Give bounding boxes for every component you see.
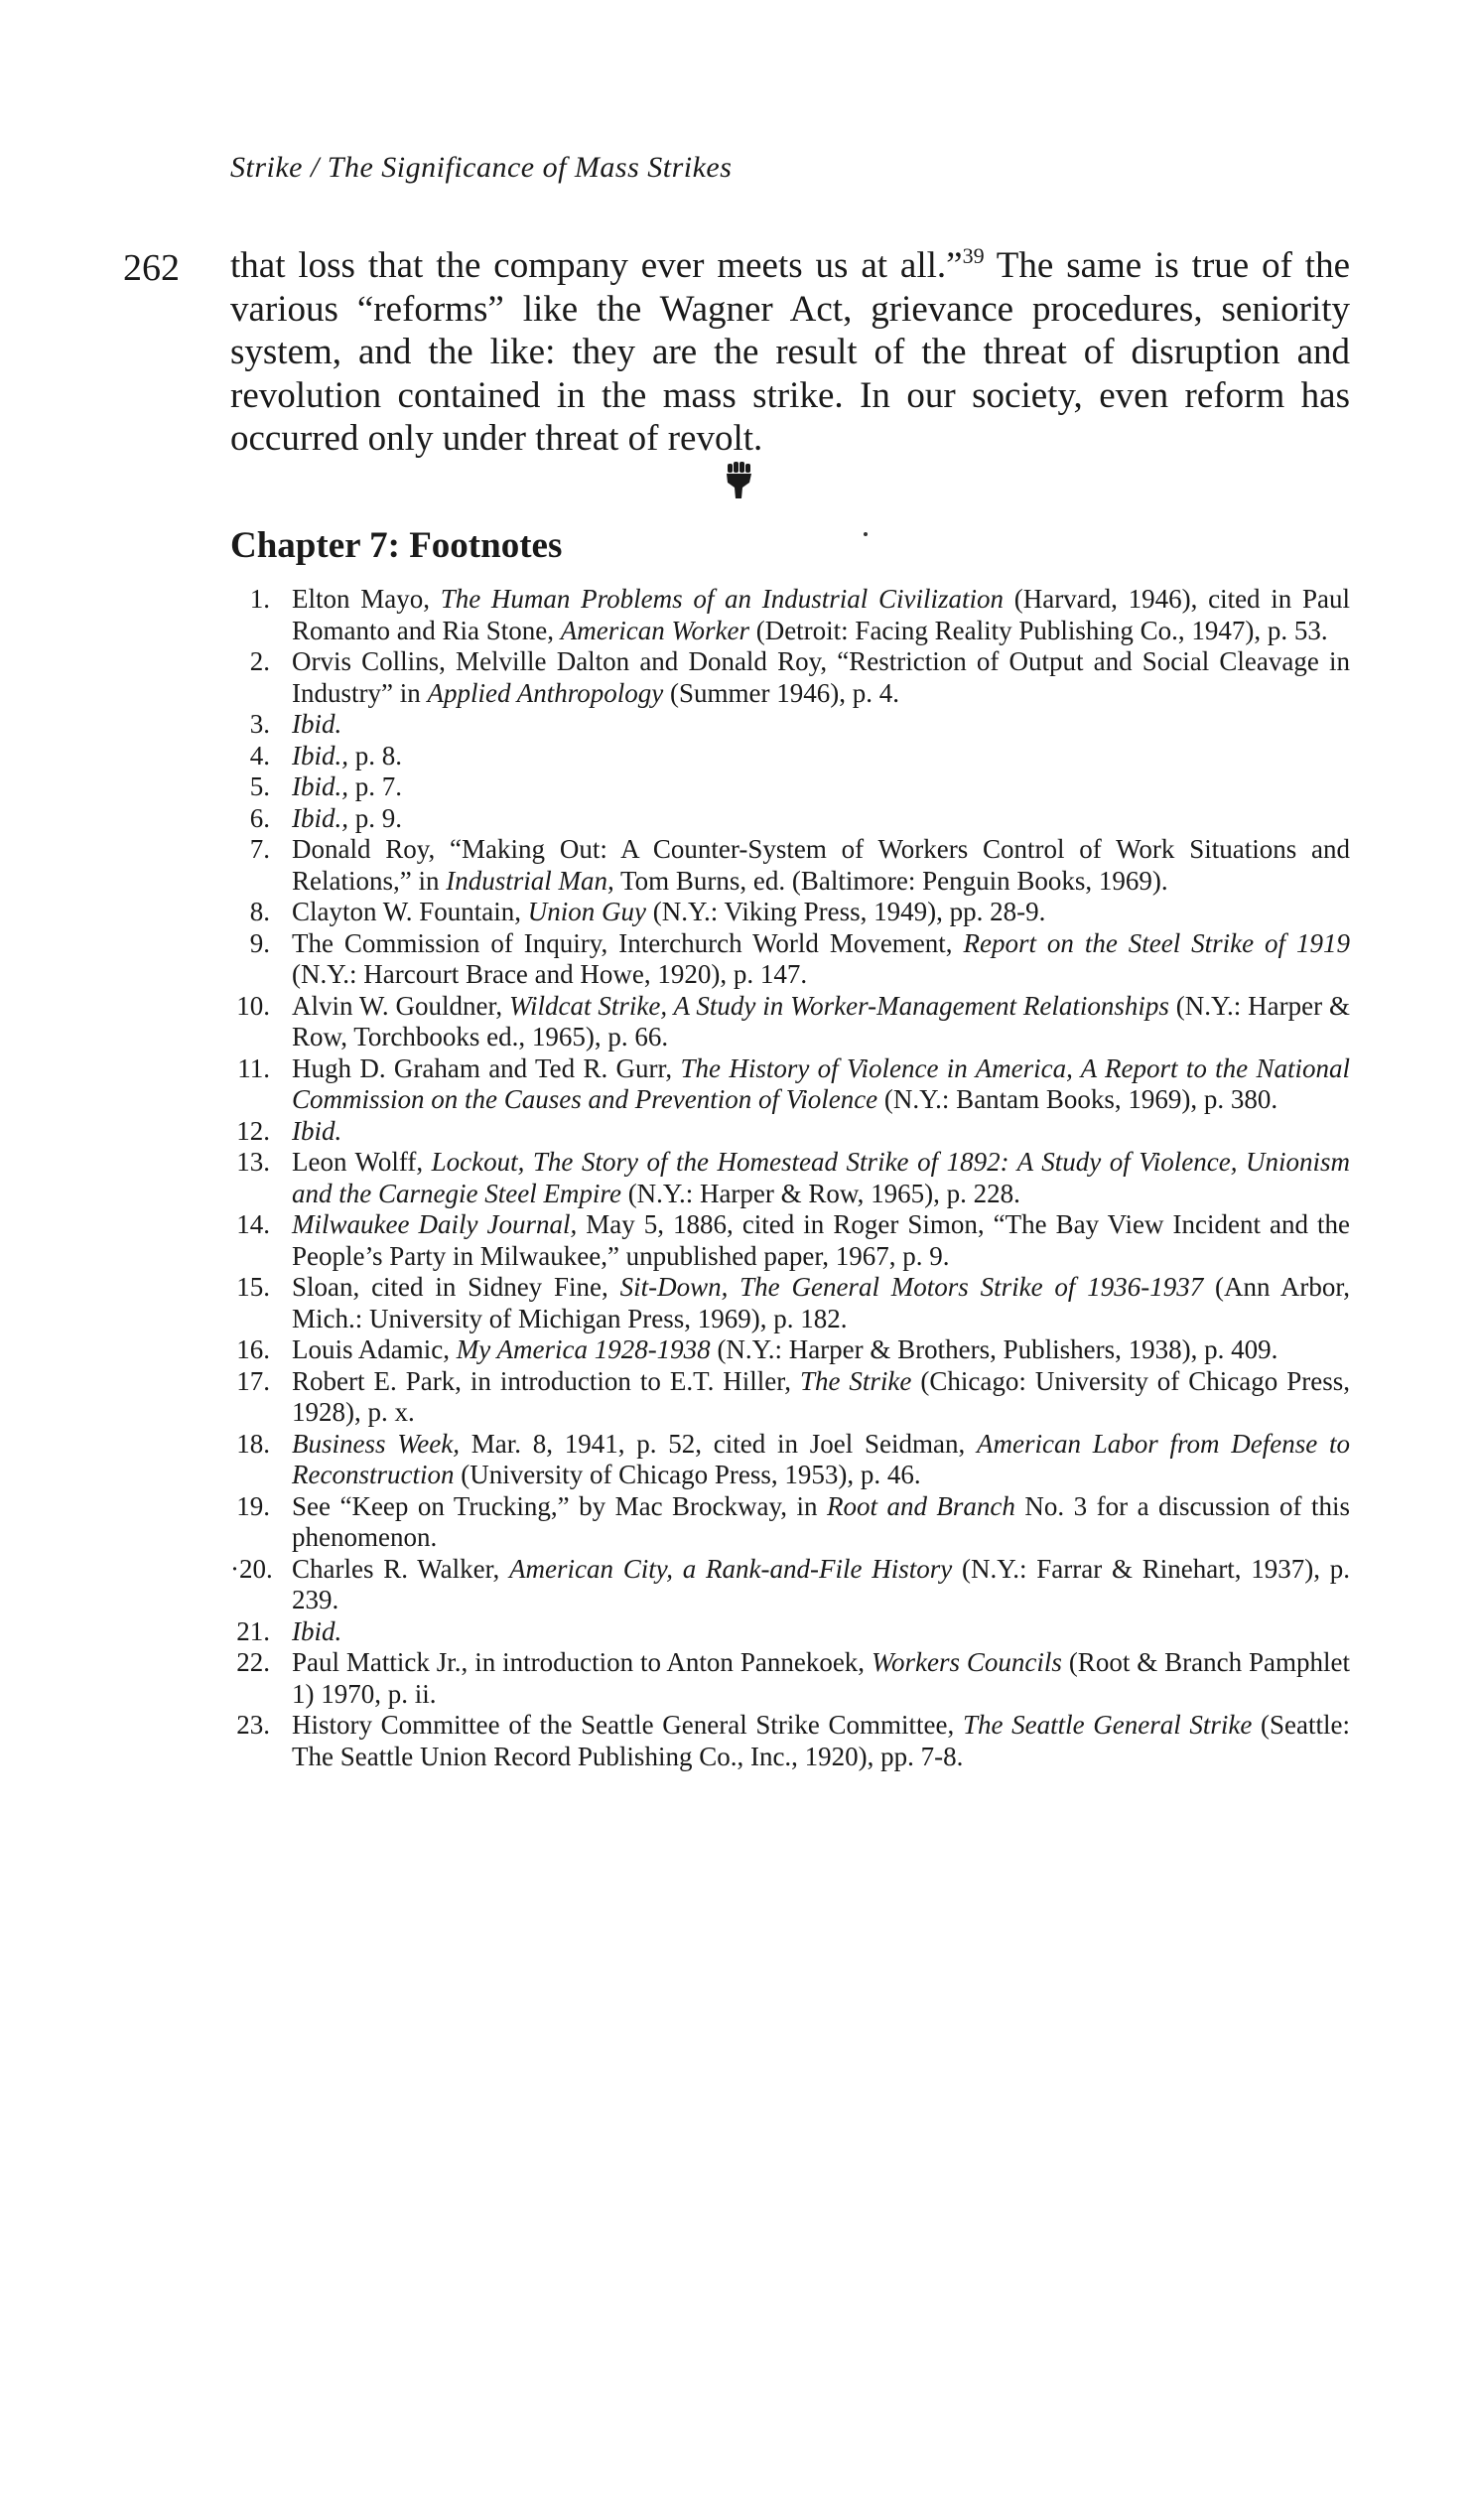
- footnote-segment: Sloan, cited in Sidney Fine,: [292, 1272, 620, 1302]
- footnote-number: 11.: [237, 1052, 270, 1083]
- footnote-number: 7.: [249, 834, 270, 864]
- footnote-item: [230, 1334, 1350, 1366]
- footnote-item: [230, 1491, 1350, 1554]
- footnote-segment: (N.Y.: Harper & Row, 1965), p. 228.: [620, 1178, 1020, 1208]
- footnote-text: [292, 771, 402, 801]
- footnote-segment: (N.Y.: Viking Press, 1949), pp. 28-9.: [646, 897, 1046, 926]
- footnote-text: [292, 1710, 1350, 1771]
- footnote-number: 17.: [236, 1365, 270, 1396]
- footnote-segment: (Detroit: Facing Reality Publishing Co., 1947), p. 53.: [748, 615, 1328, 645]
- footnote-text: [292, 897, 1045, 926]
- page-number: 262: [123, 247, 180, 289]
- footnote-title: The Seattle General Strike: [962, 1710, 1253, 1740]
- footnote-number: 21.: [236, 1615, 270, 1646]
- footnote-item: [230, 1616, 1350, 1648]
- footnote-item: [230, 991, 1350, 1053]
- footnote-title: Root and Branch: [826, 1490, 1015, 1521]
- footnote-text: [292, 646, 1350, 708]
- footnote-number: 19.: [236, 1490, 270, 1521]
- footnote-title: My America 1928-1938: [456, 1334, 711, 1364]
- footnote-title: Ibid.,: [292, 771, 348, 801]
- footnote-title: Ibid.: [292, 1615, 342, 1646]
- footnote-number: 14.: [236, 1209, 270, 1239]
- footnote-title: American Worker: [560, 615, 749, 645]
- footnote-segment: (Harvard, 1946), cited in Paul Romanto and Ria Stone,: [292, 584, 1350, 645]
- footnote-item: [230, 1554, 1350, 1616]
- footnote-title: Union Guy: [527, 897, 647, 926]
- footnote-segment: (N.Y.: Harper & Row, Torchbooks ed., 1965), p. 66.: [292, 990, 1351, 1051]
- footnote-item: [230, 646, 1350, 709]
- footnote-item: [230, 584, 1350, 646]
- footnote-segment: Orvis Collins, Melville Dalton and Donald Roy, “Restriction of Output and Social Cleavage in Industry” in: [292, 646, 1350, 708]
- footnote-title: Report on the Steel Strike of 1919: [963, 927, 1350, 958]
- footnote-item: [230, 771, 1350, 803]
- footnote-text: [292, 1554, 1350, 1615]
- footnote-text: [292, 1053, 1350, 1115]
- footnote-segment: Donald Roy, “Making Out: A Counter-System of Workers Control of Work Situations and Relations,” in: [292, 834, 1350, 896]
- footnote-title: Wildcat Strike, A Study in Worker-Management Relationships: [509, 990, 1169, 1021]
- footnote-segment: No. 3 for a discussion of this phenomenon.: [292, 1490, 1350, 1552]
- footnote-segment: Hugh D. Graham and Ted R. Gurr,: [292, 1052, 681, 1083]
- footnote-title: The Strike: [799, 1365, 912, 1396]
- footnote-item: [230, 1053, 1350, 1116]
- footnote-segment: Elton Mayo,: [292, 584, 441, 614]
- footnote-number: 12.: [236, 1115, 270, 1146]
- body-text-start: that loss that the company ever meets us at all.”: [230, 245, 963, 286]
- footnote-number: 2.: [249, 646, 270, 676]
- footnote-title: Lockout, The Story of the Homestead Strike of 1892: A Study of Violence, Unionism and the Carnegie Steel Empire: [292, 1147, 1350, 1208]
- footnote-segment: (Ann Arbor, Mich.: University of Michigan Press, 1969), p. 182.: [292, 1272, 1350, 1333]
- footnote-title: Sit-Down, The General Motors Strike of 1936-1937: [619, 1272, 1204, 1302]
- footnote-title: The Human Problems of an Industrial Civilization: [440, 584, 1004, 614]
- footnote-segment: Alvin W. Gouldner,: [292, 990, 510, 1021]
- footnote-segment: The Commission of Inquiry, Interchurch World Movement,: [292, 927, 964, 958]
- footnote-title: American City, a Rank-and-File History: [509, 1553, 953, 1584]
- footnote-segment: See “Keep on Trucking,” by Mac Brockway, in: [292, 1490, 827, 1521]
- footnote-segment: (University of Chicago Press, 1953), p. 46.: [454, 1460, 921, 1489]
- footnote-title: Milwaukee Daily Journal,: [292, 1209, 578, 1239]
- footnote-title: Business Week,: [292, 1428, 460, 1459]
- footnote-segment: (Seattle: The Seattle Union Record Publishing Co., Inc., 1920), pp. 7-8.: [292, 1710, 1350, 1771]
- footnote-segment: (Root & Branch Pamphlet 1) 1970, p. ii.: [292, 1647, 1350, 1709]
- footnote-number: 13.: [236, 1147, 270, 1177]
- footnote-item: [230, 1209, 1350, 1272]
- footnote-title: American Labor from Defense to Reconstruction: [292, 1428, 1351, 1489]
- footnote-text: [292, 1272, 1350, 1333]
- footnote-item: [230, 834, 1350, 897]
- footnote-item: [230, 1147, 1350, 1209]
- footnote-item: [230, 1647, 1350, 1710]
- footnote-item: [230, 1272, 1350, 1334]
- footnote-text: [292, 1647, 1350, 1709]
- footnote-reference: 39: [962, 243, 985, 268]
- footnote-title: Workers Councils: [871, 1647, 1062, 1677]
- footnote-number: 9.: [249, 927, 270, 958]
- body-text-rest: The same is true of the various “reforms” like the Wagner Act, grievance procedures, seniority system, and the like: they are the result of the threat of disruption and revolution contained in the mass strike. In our society, even reform has occurred only under threat of revolt.: [230, 245, 1351, 459]
- footnote-text: [292, 1491, 1350, 1553]
- footnote-item: [230, 741, 1350, 772]
- running-head: Strike / The Significance of Mass Strikes: [230, 151, 733, 184]
- footnote-segment: p. 8.: [348, 740, 402, 770]
- footnote-text: [292, 803, 402, 833]
- footnote-item: [230, 897, 1350, 928]
- footnote-title: Ibid.,: [292, 740, 348, 770]
- footnote-text: [292, 928, 1350, 990]
- footnote-segment: Tom Burns, ed. (Baltimore: Penguin Books, 1969).: [613, 865, 1168, 896]
- footnote-text: [292, 1147, 1350, 1208]
- footnote-item: [230, 803, 1350, 835]
- footnote-segment: (N.Y.: Harcourt Brace and Howe, 1920), p. 147.: [292, 959, 808, 989]
- footnote-number: 4.: [249, 740, 270, 770]
- footnote-number: 3.: [249, 709, 270, 739]
- footnote-segment: p. 7.: [348, 771, 402, 801]
- footnote-text: [292, 1429, 1350, 1490]
- footnote-title: Applied Anthropology: [427, 677, 664, 708]
- footnote-segment: p. 9.: [348, 802, 402, 833]
- footnote-segment: History Committee of the Seattle General Strike Committee,: [292, 1710, 963, 1740]
- footnote-text: [292, 584, 1350, 645]
- footnote-title: The History of Violence in America, A Report to the National Commission on the Causes and Prevention of Violence: [292, 1052, 1350, 1114]
- footnote-text: [292, 709, 341, 739]
- footnote-number: 18.: [236, 1428, 270, 1459]
- footnote-segment: Leon Wolff,: [292, 1147, 432, 1177]
- footnote-segment: Charles R. Walker,: [292, 1553, 509, 1584]
- footnote-segment: Clayton W. Fountain,: [292, 897, 528, 926]
- chapter-heading: Chapter 7: Footnotes: [230, 525, 563, 566]
- footnote-title: Ibid.,: [292, 802, 348, 833]
- footnote-number: 1.: [249, 584, 270, 614]
- footnote-number: 15.: [236, 1272, 270, 1302]
- footnote-item: [230, 1366, 1350, 1429]
- footnote-segment: (N.Y.: Farrar & Rinehart, 1937), p. 239.: [292, 1553, 1351, 1614]
- footnote-text: [292, 1334, 1277, 1364]
- footnote-number: 5.: [249, 771, 270, 801]
- footnote-text: [292, 1116, 341, 1146]
- raised-fist-icon: [721, 461, 756, 500]
- footnote-item: [230, 1710, 1350, 1772]
- footnote-title: Ibid.: [292, 1115, 342, 1146]
- footnote-number: ·20.: [230, 1553, 273, 1584]
- footnote-item: [230, 1429, 1350, 1491]
- footnote-text: [292, 834, 1350, 896]
- footnote-item: [230, 928, 1350, 991]
- footnote-segment: Mar. 8, 1941, p. 52, cited in Joel Seidman,: [459, 1428, 978, 1459]
- footnote-item: [230, 709, 1350, 741]
- footnote-segment: (Chicago: University of Chicago Press, 1928), p. x.: [292, 1365, 1350, 1427]
- footnote-item: [230, 1116, 1350, 1148]
- footnote-text: [292, 1616, 341, 1646]
- footnote-segment: (Summer 1946), p. 4.: [663, 677, 899, 708]
- footnote-segment: (N.Y.: Bantam Books, 1969), p. 380.: [877, 1084, 1278, 1114]
- print-speck: [864, 532, 868, 536]
- footnote-number: 6.: [249, 802, 270, 833]
- body-paragraph: [230, 244, 1350, 461]
- footnote-segment: Robert E. Park, in introduction to E.T. Hiller,: [292, 1365, 800, 1396]
- footnote-title: Industrial Man,: [446, 865, 614, 896]
- footnote-number: 23.: [236, 1710, 270, 1740]
- footnote-number: 10.: [236, 990, 270, 1021]
- footnote-text: [292, 991, 1350, 1052]
- footnote-number: 22.: [236, 1647, 270, 1677]
- footnote-list: [230, 584, 1350, 1772]
- footnote-segment: (N.Y.: Harper & Brothers, Publishers, 1938), p. 409.: [710, 1334, 1278, 1364]
- footnote-segment: May 5, 1886, cited in Roger Simon, “The Bay View Incident and the People’s Party in Milwaukee,” unpublished paper, 1967, p. 9.: [292, 1209, 1350, 1271]
- footnote-text: [292, 1209, 1350, 1271]
- footnote-segment: Paul Mattick Jr., in introduction to Anton Pannekoek,: [292, 1647, 872, 1677]
- footnote-segment: Louis Adamic,: [292, 1334, 457, 1364]
- footnote-title: Ibid.: [292, 709, 342, 739]
- footnote-text: [292, 741, 402, 770]
- footnote-number: 8.: [249, 897, 270, 926]
- footnote-number: 16.: [236, 1334, 270, 1364]
- footnote-text: [292, 1366, 1350, 1428]
